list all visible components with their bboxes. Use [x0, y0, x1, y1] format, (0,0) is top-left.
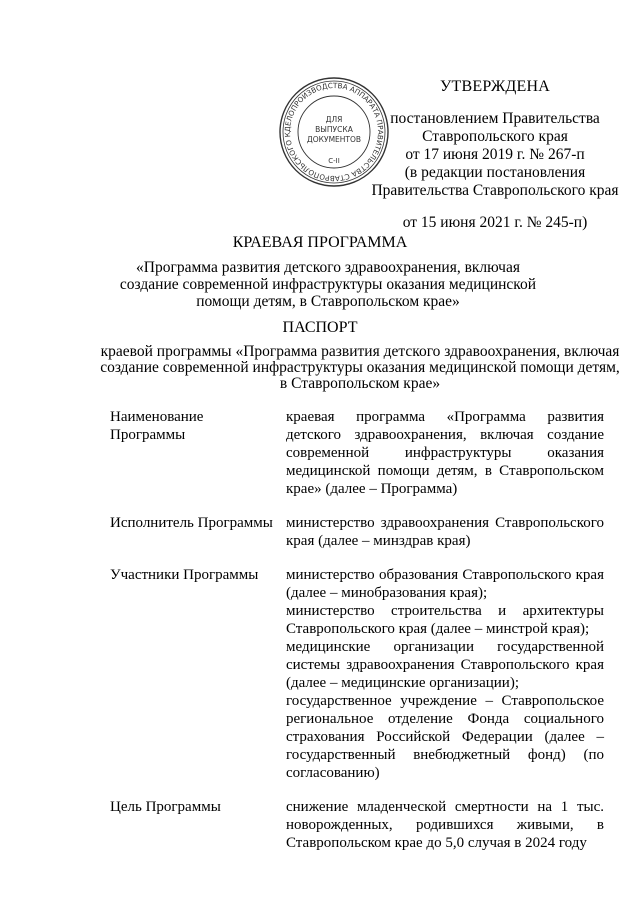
stamp-center-line-1: ДЛЯ — [325, 115, 343, 124]
approval-line-2: Ставропольского края — [422, 128, 568, 145]
table-row-executor — [110, 514, 610, 550]
row-value-text: министерство здравоохранения Ставропольского края (далее – минздрав края) — [286, 515, 604, 549]
passport-subtitle: краевой программы «Программа развития детского здравоохранения, включая создание современной инфраструктуры оказания медицинской помощи детям, в Ставропольском крае» — [100, 343, 620, 392]
approval-title: УТВЕРЖДЕНА — [439, 78, 550, 95]
program-title: КРАЕВАЯ ПРОГРАММА — [232, 234, 408, 251]
passport-title: ПАСПОРТ — [282, 319, 358, 336]
table-row-name — [110, 408, 610, 498]
row-value-text: медицинские организации государственной системы здравоохранения Ставропольского края (далее – медицинские организации); — [286, 639, 604, 691]
stamp-center-line-3: ДОКУМЕНТОВ — [306, 135, 362, 144]
row-value-text: министерство образования Ставропольского края (далее – минобразования края); — [286, 567, 604, 601]
row-value-text: государственное учреждение – Ставропольское региональное отделение Фонда социального страхования Российской Федерации (далее – государственный внебюджетный фонд) (по согласованию) — [286, 693, 604, 781]
approval-block — [360, 78, 630, 232]
approval-line-4: (в редакции постановления — [404, 164, 586, 181]
row-value — [286, 408, 604, 498]
approval-line-3: от 17 июня 2019 г. № 267-п — [405, 146, 585, 163]
table-row-participants — [110, 566, 610, 782]
row-value-text: краевая программа «Программа развития детского здравоохранения, включая создание современной инфраструктуры оказания медицинской помощи детям, в Ставропольском крае» (далее – Программа) — [286, 409, 604, 497]
passport-table — [110, 408, 610, 852]
row-value — [286, 566, 604, 782]
approval-date-line: от 15 июня 2021 г. № 245-п) — [402, 214, 588, 231]
row-label: Исполнитель Программы — [110, 515, 273, 531]
row-label: Участники Программы — [110, 567, 259, 583]
row-label: Наименование Программы — [110, 409, 204, 443]
approval-line-5: Правительства Ставропольского края — [371, 182, 619, 199]
stamp-center-line-2: ВЫПУСКА — [315, 125, 353, 134]
table-row-goal — [110, 798, 610, 852]
program-subtitle: «Программа развития детского здравоохранения, включая создание современной инфраструктуры оказания медицинской помощи детям, в Ставропольском крае» — [119, 259, 537, 310]
row-value — [286, 798, 604, 852]
approval-line-1: постановлением Правительства — [390, 110, 600, 127]
row-label: Цель Программы — [110, 799, 221, 815]
row-value-text: министерство строительства и архитектуры Ставропольского края (далее – минстрой края); — [286, 603, 604, 637]
stamp-code: С-II — [328, 157, 340, 165]
row-value-text: снижение младенческой смертности на 1 тыс. новорожденных, родившихся живыми, в Ставропольском крае до 5,0 случая в 2024 году — [286, 799, 604, 851]
stamp-ring-text: ДЕЛОПРОИЗВОДСТВА АППАРАТА ПРАВИТЕЛЬСТВА СТАВРОПОЛЬСКОГО КРАЯ УПРАВЛЕНИЕ — [275, 69, 386, 184]
row-value — [286, 514, 604, 550]
